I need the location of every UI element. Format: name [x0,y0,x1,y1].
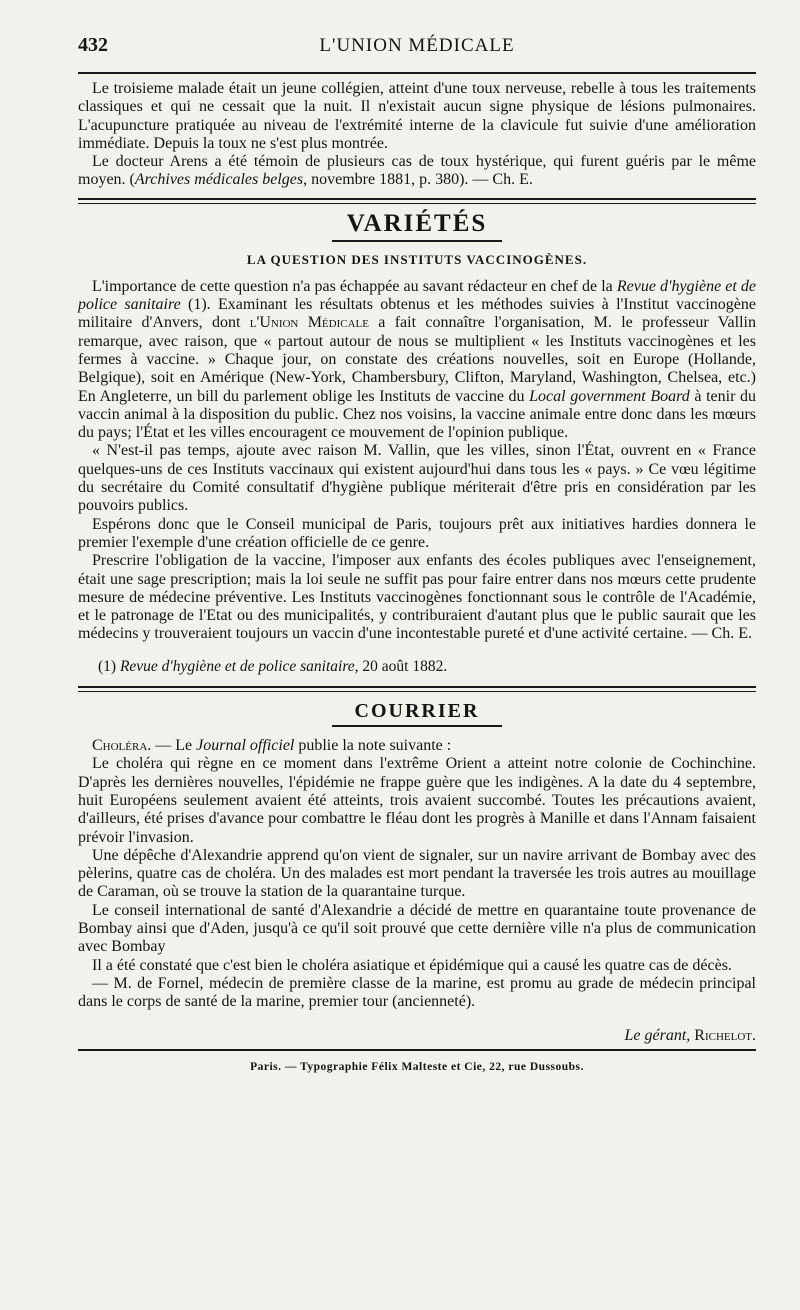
c-p1-a: — Le [151,737,197,755]
header-rule [78,72,756,74]
varietes-paragraph-2: « N'est-il pas temps, ajoute avec raison M. Vallin, que les villes, sinon l'État, ouvrent en « France quelques-uns de ces Instituts vaccinaux qui existent aujourd'hui dans tous les « pays. » Ce vœu légitime du secrétaire du Comité consultatif d'hygiène publique mériterait d'être pris en considération par les pouvoirs publics. [78,442,756,515]
footnote-number: (1) [98,657,120,675]
courrier-paragraph-1 [78,737,756,755]
courrier-paragraph-5: Il a été constaté que c'est bien le choléra asiatique et épidémique qui a causé les quatre cas de décès. [92,956,732,974]
courrier-paragraph-6: — M. de Fornel, médecin de première classe de la marine, est promu au grade de médecin principal dans le corps de santé de la marine, premier tour (ancienneté). [78,974,756,1011]
page-header [78,34,756,64]
intro-p2-text: Le docteur Arens a été témoin de plusieurs cas de toux hystérique, qui furent guéris par le même moyen. ( [78,153,756,189]
footnote [78,658,756,676]
courrier-paragraph-4: Le conseil international de santé d'Alexandrie a décidé de mettre en quarantaine toute provenance de Bombay ainsi que d'Aden, jusqu'à ce qu'il soit prouvé que cette dernière ville n'a plus de communication avec Bombay [78,901,756,956]
varietes-paragraph-4: Prescrire l'obligation de la vaccine, l'imposer aux enfants des écoles publiques avec l'enseignement, était une sage prescription; mais la loi seule ne suffit pas pour faire entrer dans nos mœurs cette prudente mesure de médecine préventive. Les Instituts vaccinogènes fonctionnant sous le contrôle de l'Académie, et le patronage de l'Etat ou des municipalités, y contriburaient d'autant plus que le public saurait que les médecins y trouveraient toujours un vaccin d'une incontestable pureté et d'une activité certaine. — Ch. E. [78,552,756,643]
intro-source: Archives médicales belges [134,171,304,189]
c-p1-journal: Journal officiel [196,737,295,755]
varietes-subtitle: LA QUESTION DES INSTITUTS VACCINOGÈNES. [246,251,588,267]
section-divider [78,198,756,204]
intro-p2-tail: , novembre 1881, p. 380). — Ch. E. [303,171,533,189]
v-p1-b: (1). Examinant les résultats obtenus et les méthodes suivies à l'Institut vaccinogène militaire d'Anvers, dont [78,296,757,332]
intro-paragraph-1: Le troisieme malade était un jeune collégien, atteint d'une toux nerveuse, rebelle à tous les traitements classiques et qui ne cessait que la nuit. Il n'existait aucun signe physique de lésions pulmonaires. L'acupuncture pratiquée au niveau de l'extrémité interne de la clavicule fut suivie d'une amélioration immédiate. Depuis la toux ne s'est plus montrée. [78,80,756,152]
title-underline [332,725,502,727]
running-head: L'UNION MÉDICALE [319,35,515,56]
gerant-name: Richelot. [694,1027,756,1045]
footnote-journal: Revue d'hygiène et de police sanitaire [119,657,355,675]
v-p1-board: Local government Board [529,387,690,405]
footnote-date: , 20 août 1882. [354,657,448,675]
title-underline [332,240,502,242]
footer-rule [78,1049,756,1051]
courrier-paragraph-2: Le choléra qui règne en ce moment dans l'extrême Orient a atteint notre colonie de Cochinchine. D'après les dernières nouvelles, l'épidémie ne frappe guère que les indigènes. A la date du 4 septembre, huit Européens seulement avaient été atteints, trois avaient succombé. Toutes les précautions avaient, d'ailleurs, été prises d'avance pour combattre le fléau dont les progrès à Manille et dans l'Annam faisaient prévoir l'invasion. [78,755,756,846]
c-p1-b: publie la note suivante : [294,737,452,755]
varietes-paragraph-3: Espérons donc que le Conseil municipal de Paris, toujours prêt aux initiatives hardies donnera le premier l'exemple d'une création officielle de ce genre. [78,515,756,551]
gerant-label: Le gérant, [624,1027,691,1045]
v-p1-union: l'Union Médicale [249,314,369,332]
intro-paragraph-2 [78,153,756,190]
imprint: Paris. — Typographie Félix Malteste et Cie, 22, rue Dussoubs. [250,1061,584,1074]
courrier-title: COURRIER [354,700,480,723]
varietes-title: VARIÉTÉS [346,209,488,237]
v-p1-c: a fait connaître l'organisation, M. le professeur Vallin remarque, avec raison, que « partout autour de nous se multiplient « les Instituts vaccinogènes et les fermes à vaccine. » Chaque jour, on constate des créations nouvelles, soit en Europe (Hollande, Belgique), soit en Amérique (New-York, Chambersbury, Clifton, Maryland, Washington, Chelsea, etc.) En Angleterre, un bill du parlement oblige les Instituts de vaccine du [78,314,756,405]
signature [78,1027,756,1045]
cholera-label: Choléra. [92,737,152,755]
page-number: 432 [78,34,108,56]
v-p1-journal: Revue d'hygiène et de police sanitaire [78,277,756,314]
varietes-paragraph-1 [78,278,756,443]
section-divider [78,686,756,692]
v-p1-a: L'importance de cette question n'a pas échappée au savant rédacteur en chef de la [92,277,617,295]
v-p1-d: à tenir du vaccin animal à la disposition du public. Chez nos voisins, la vaccine animale entre donc dans les mœurs du pays; l'État et les villes encouragent ce mouvement de l'opinion publique. [78,387,757,442]
courrier-paragraph-3: Une dépêche d'Alexandrie apprend qu'on vient de signaler, sur un navire arrivant de Bombay avec des pèlerins, quatre cas de choléra. Un des malades est mort pendant la traversée les trois autres au mouillage de Caraman, où se trouve la station de la quarantaine turque. [78,846,756,901]
